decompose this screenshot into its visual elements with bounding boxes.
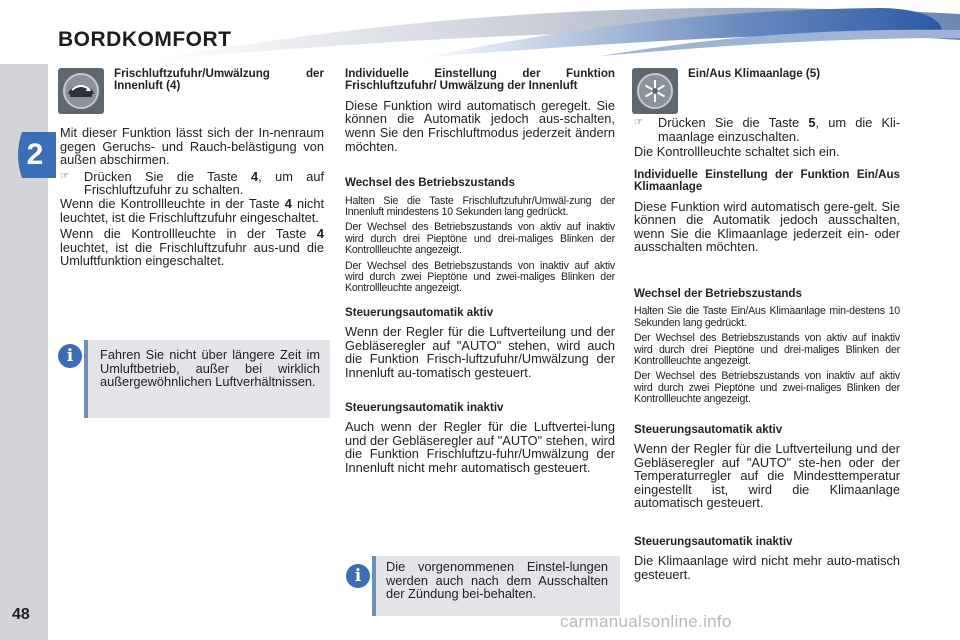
page-header <box>0 0 960 64</box>
watermark: carmanualsonline.info <box>560 612 732 631</box>
auto-inactive-heading: Steuerungsautomatik inaktiv <box>345 400 504 414</box>
ac-button-image <box>632 68 678 114</box>
ac-change-state-text-2: Der Wechsel des Betriebszustands von aktiv auf inaktiv wird durch drei Pieptöne und drei-maliges Blinken der Kontrollleuchte angezeigt. <box>634 332 900 367</box>
bullet-hand-icon: ☞ <box>634 117 643 128</box>
change-state-text-2: Der Wechsel des Betriebszustands von aktiv auf inaktiv wird durch drei Pieptöne und drei-maliges Blinken der Kontrollleuchte angezeigt. <box>345 221 615 257</box>
ac-change-state-text-1: Halten Sie die Taste Ein/Aus Klimaanlage min-destens 10 Sekunden lang gedrückt. <box>634 305 900 329</box>
ac-heading: Ein/Aus Klimaanlage (5) <box>688 67 821 80</box>
change-state-text-1: Halten Sie die Taste Frischluftzufuhr/Umwäl-zung der Innenluft mindestens 10 Sekunden lang gedrückt. <box>345 194 615 218</box>
auto-inactive-text: Auch wenn der Regler für die Luftvertei-lung und der Gebläseregler auf "AUTO" stehen, wird die Funktion Frischluftzu-fuhr/Umwälzung der Innenluft nicht mehr automatisch gesteuert. <box>345 419 615 475</box>
ac-instruction: ☞ Drücken Sie die Taste 5, um die Kli-maanlage einzuschalten. <box>634 115 900 144</box>
individual-setting-intro: Diese Funktion wird automatisch geregelt. Sie können die Automatik jedoch aus-schalten, wenn Sie den Frischluftmodus jederzeit ändern möchten. <box>345 97 615 154</box>
change-state-heading: Wechsel des Betriebszustands <box>345 176 515 190</box>
ac-auto-inactive-text: Die Klimaanlage wird nicht mehr auto-matisch gesteuert. <box>634 553 900 582</box>
ac-auto-inactive-heading: Steuerungsautomatik inaktiv <box>634 535 793 548</box>
chapter-title: BORDKOMFORT <box>58 28 232 51</box>
change-state-text-3: Der Wechsel des Betriebszustands von inaktiv auf aktiv wird durch zwei Pieptöne und zwei-maliges Blinken der Kontrollleuchte angezeigt. <box>345 259 615 295</box>
info-icon: i <box>58 344 82 368</box>
recirculation-lamp-on: Wenn die Kontrollleuchte in der Taste 4 leuchtet, ist die Frischluftzufuhr aus-und die Umluftfunktion eingeschaltet. <box>60 226 324 269</box>
info-icon: i <box>346 564 370 588</box>
individual-setting-heading: Individuelle Einstellung der Funktion Frischluftzufuhr/ Umwälzung der Innenluft <box>345 67 615 93</box>
ac-snowflake-icon <box>632 68 678 114</box>
ac-change-state-heading: Wechsel der Betriebszustands <box>634 286 802 300</box>
bullet-hand-icon: ☞ <box>60 170 69 182</box>
air-recirculation-icon <box>58 68 104 114</box>
recirculation-heading: Frischluftzufuhr/Umwälzung der Innenluft (4) <box>114 67 324 93</box>
recirculation-instruction: ☞ Drücken Sie die Taste 4, um auf Frischluftzufuhr zu schalten. <box>60 168 324 198</box>
recirculation-lamp-off: Wenn die Kontrollleuchte in der Taste 4 nicht leuchtet, ist die Frischluftzufuhr eingeschaltet. <box>60 195 324 225</box>
ac-change-state-text-3: Der Wechsel des Betriebszustands von inaktiv auf aktiv wird durch zwei Pieptöne und zwei-maliges Blinken der Kontrollleuchte angezeigt. <box>634 370 900 406</box>
recirculation-intro: Mit dieser Funktion lässt sich der In-nenraum gegen Geruchs- und Rauch-belästigung von außen abschirmen. <box>60 125 324 168</box>
ac-individual-heading: Individuelle Einstellung der Funktion Ein/Aus Klimaanlage <box>634 167 900 194</box>
ac-auto-active-heading: Steuerungsautomatik aktiv <box>634 422 783 436</box>
ac-auto-active-text: Wenn der Regler für die Luftverteilung und der Gebläseregler auf "AUTO" ste-hen oder der Temperaturregler auf die Mindesttemperatur eingestellt ist, wird die Klimaanlage automatisch gesteuert. <box>634 441 900 511</box>
auto-active-heading: Steuerungsautomatik aktiv <box>345 305 494 319</box>
chapter-number: 2 <box>26 138 44 171</box>
page-number: 48 <box>12 606 30 623</box>
auto-active-text: Wenn der Regler für die Luftverteilung und der Gebläseregler auf "AUTO" stehen, wird auch die Funktion Frisch-luftzufuhr/Umwälzung der Innenluft au-tomatisch gesteuert. <box>345 324 615 381</box>
recirculation-button-image <box>58 68 104 114</box>
info-text-recirculation: Fahren Sie nicht über längere Zeit im Umluftbetrieb, außer bei wirklich außergewöhnlichen Luftverhältnissen. <box>100 347 320 390</box>
ac-lamp-text: Die Kontrollleuchte schaltet sich ein. <box>634 144 840 160</box>
ac-individual-text: Diese Funktion wird automatisch gere-gelt. Sie können die Automatik jedoch ausschalten, wenn Sie die Klimaanlage jederzeit ein- oder ausschalten möchten. <box>634 198 900 255</box>
info-text-settings: Die vorgenommenen Einstel-lungen werden auch nach dem Ausschalten der Zündung bei-behalten. <box>386 559 608 602</box>
